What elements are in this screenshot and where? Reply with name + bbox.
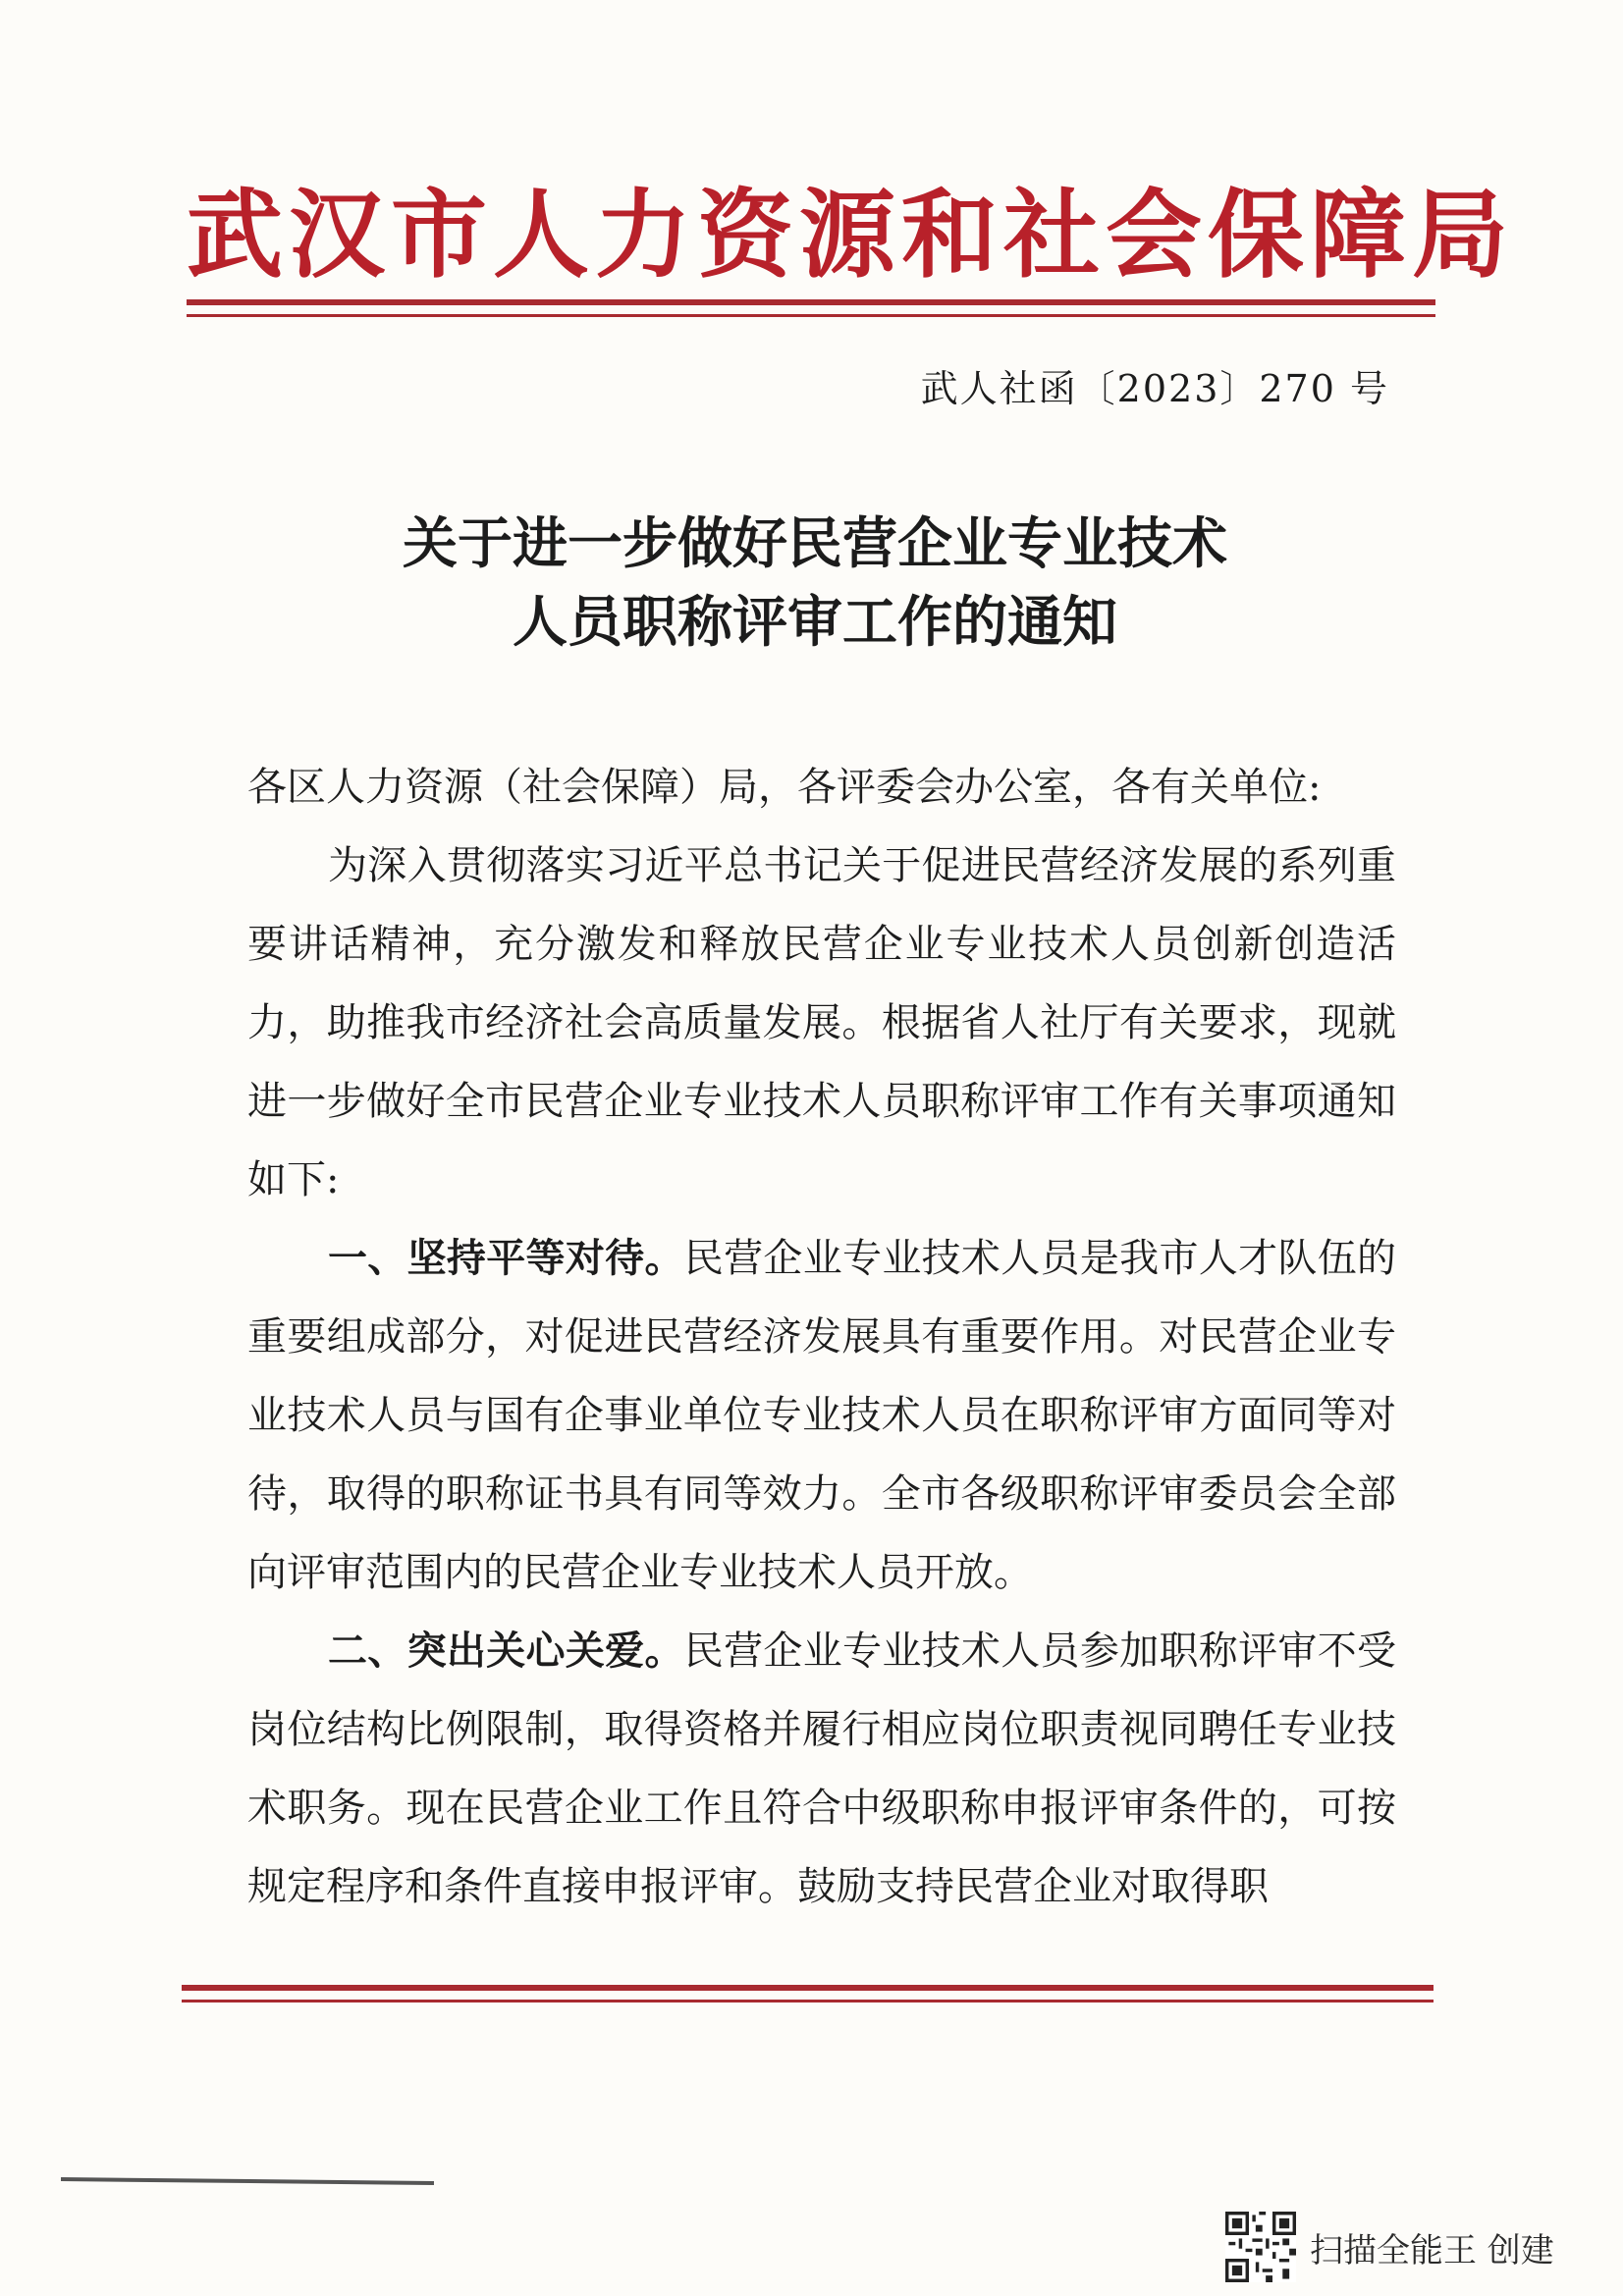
footer-rule-thick (182, 1985, 1434, 1991)
section-text-1: 民营企业专业技术人员是我市人才队伍的重要组成部分，对促进民营经济发展具有重要作用。对民营企业专业技术人员与国有企事业单位专业技术人员在职称评审方面同等对待，取得的职称证书具有同等效力。全市各级职称评审委员会全部向评审范围内的民营企业专业技术人员开放。 (247, 1236, 1397, 1595)
letterhead-rule-thin (187, 314, 1435, 317)
section-paragraph-2 (247, 1612, 1396, 1926)
salutation: 各区人力资源（社会保障）局，各评委会办公室，各有关单位: (247, 765, 1322, 810)
document-number: 武人社函〔2023〕270 号 (920, 367, 1389, 410)
qr-code-icon (1225, 2212, 1296, 2282)
notice-title-line-1: 关于进一步做好民营企业专业技术 (403, 512, 1227, 576)
section-heading-1: 一、坚持平等对待。 (328, 1236, 684, 1281)
footer-rule-thin (182, 2000, 1434, 2002)
intro-paragraph: 为深入贯彻落实习近平总书记关于促进民营经济发展的系列重要讲话精神，充分激发和释放民营企业专业技术人员创新创造活力，助推我市经济社会高质量发展。根据省人社厅有关要求，现就进一步做好全市民营企业专业技术人员职称评审工作有关事项通知如下: (247, 843, 1396, 1202)
page-edge-shadow (61, 2177, 434, 2185)
notice-body (247, 748, 1396, 1926)
section-heading-2: 二、突出关心关爱。 (328, 1629, 684, 1674)
letterhead-title: 武汉市人力资源和社会保障局 (187, 180, 1515, 292)
notice-title (245, 506, 1384, 663)
scanner-watermark (1225, 2211, 1554, 2283)
notice-title-line-2: 人员职称评审工作的通知 (513, 591, 1117, 655)
letterhead-rule-thick (187, 299, 1435, 305)
section-text-2: 民营企业专业技术人员参加职称评审不受岗位结构比例限制，取得资格并履行相应岗位职责视同聘任专业技术职务。现在民营企业工作且符合中级职称申报评审条件的，可按规定程序和条件直接申报评审。鼓励支持民营企业对取得职 (247, 1629, 1397, 1909)
watermark-text: 扫描全能王 创建 (1310, 2230, 1554, 2270)
section-paragraph-1 (247, 1219, 1396, 1612)
